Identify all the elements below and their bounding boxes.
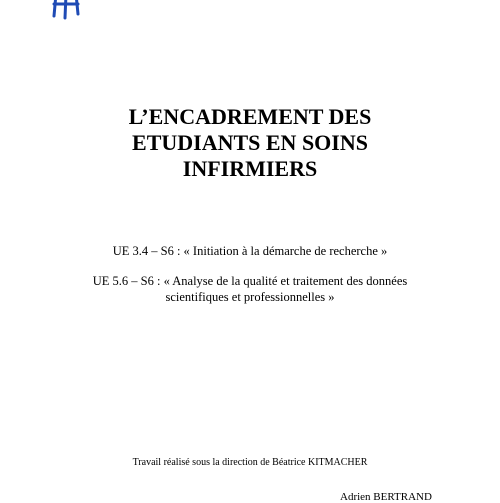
document-title xyxy=(0,104,500,182)
direction-credit: Travail réalisé sous la direction de Béatrice KITMACHER xyxy=(132,457,368,468)
title-line: INFIRMIERS xyxy=(182,156,318,181)
ue-5-6-line: scientifiques et professionnelles » xyxy=(165,290,335,304)
ue-3-4-line: UE 3.4 – S6 : « Initiation à la démarche de recherche » xyxy=(112,244,388,258)
ue-5-6-block xyxy=(0,273,500,305)
title-line: L’ENCADREMENT DES xyxy=(128,104,372,129)
ue-5-6-line: UE 5.6 – S6 : « Analyse de la qualité et traitement des données xyxy=(92,274,408,288)
stick-figures-logo-icon xyxy=(48,0,84,20)
author-name: Adrien BERTRAND xyxy=(340,491,432,503)
title-line: ETUDIANTS EN SOINS xyxy=(132,130,368,155)
